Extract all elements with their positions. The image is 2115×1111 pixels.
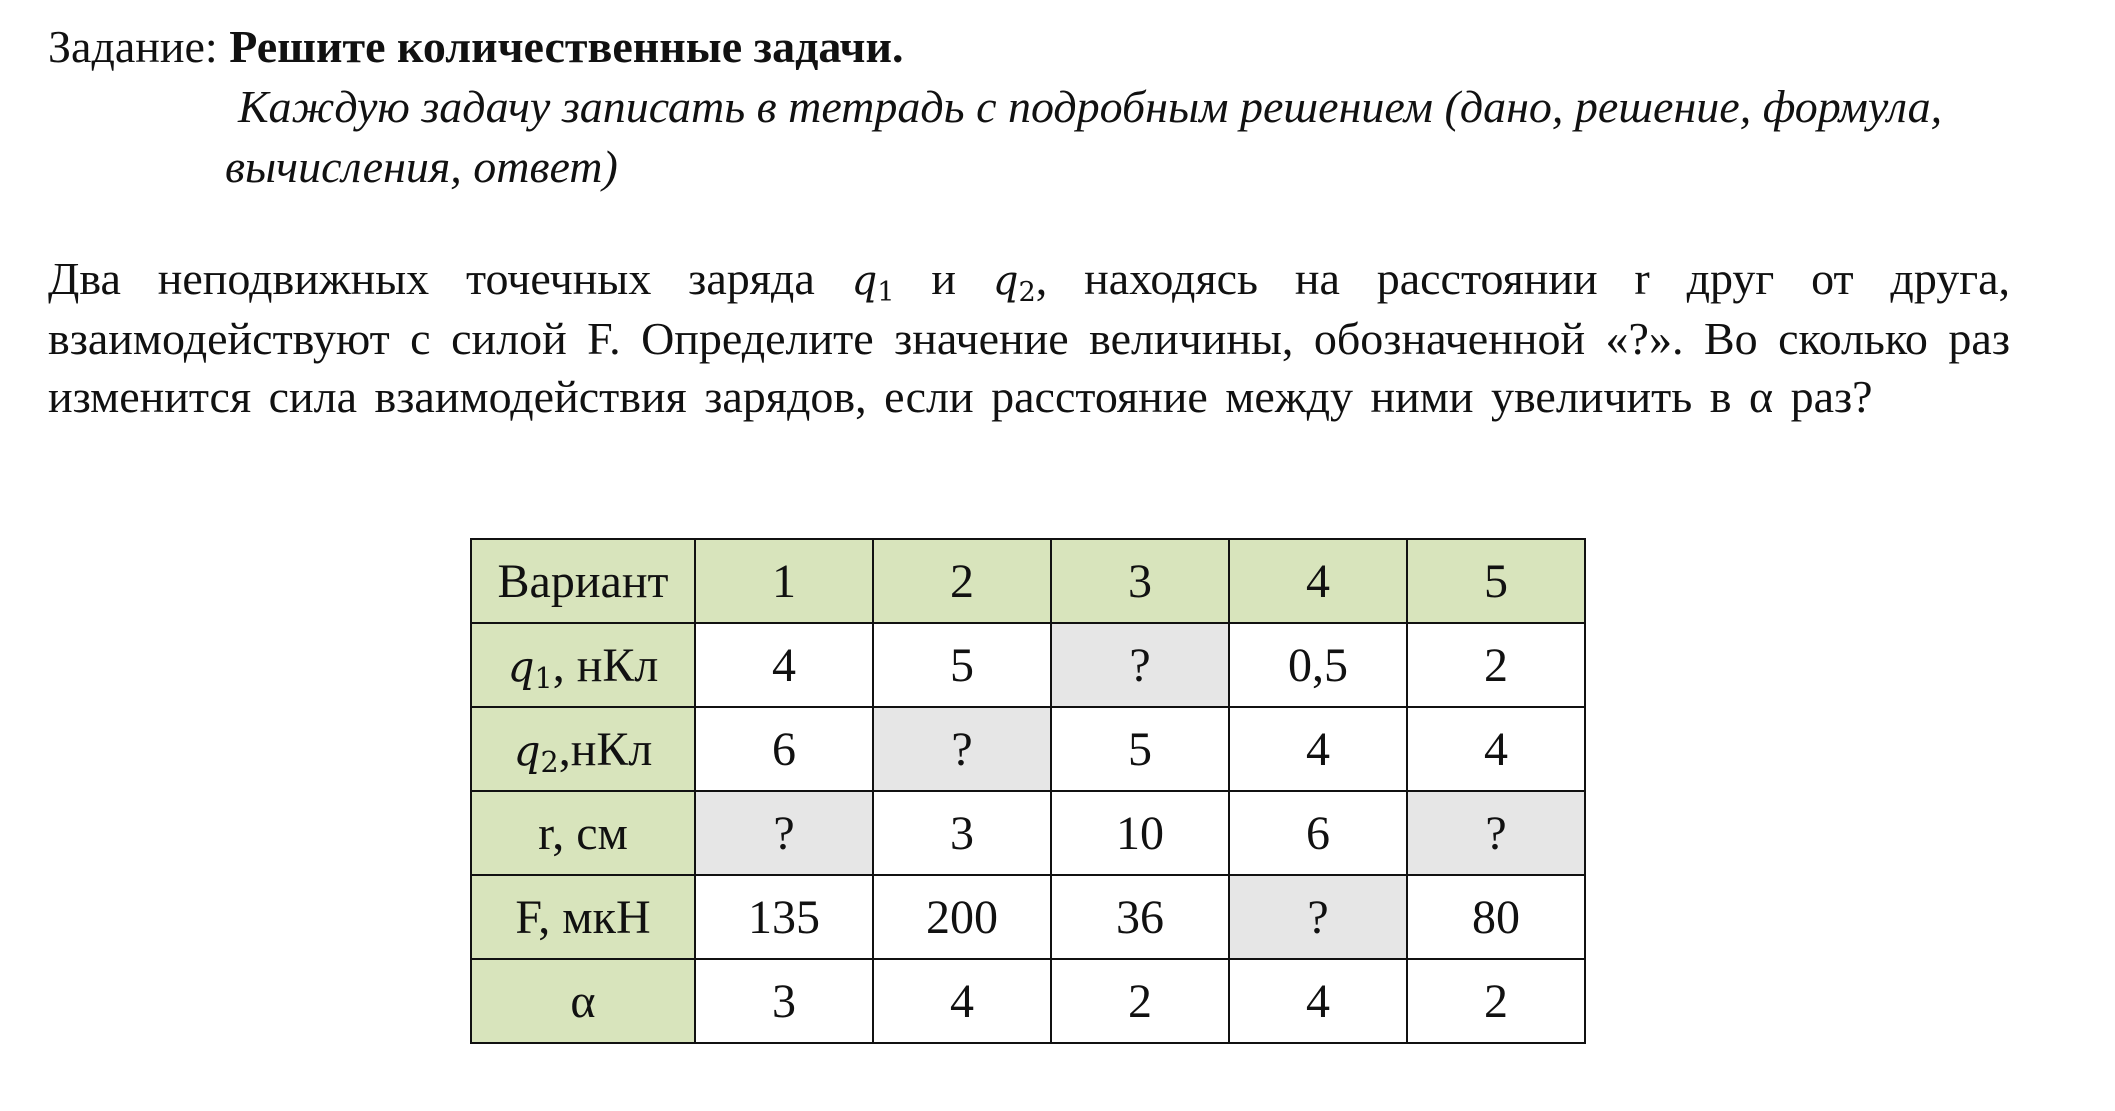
variant-header-cell: 3 — [1051, 539, 1229, 623]
table-cell: 3 — [873, 791, 1051, 875]
table-cell: 4 — [1407, 707, 1585, 791]
table-cell: ? — [1229, 875, 1407, 959]
task-title: Решите количественные задачи. — [229, 21, 904, 72]
row-label-alpha: α — [471, 959, 695, 1043]
table-cell: 36 — [1051, 875, 1229, 959]
table-cell: 5 — [873, 623, 1051, 707]
table-row-q2 — [471, 707, 1585, 791]
problem-statement — [48, 250, 2010, 426]
table-cell: 200 — [873, 875, 1051, 959]
table-row-f — [471, 875, 1585, 959]
table-cell: 4 — [1229, 707, 1407, 791]
q2-symbol: $q_2$ — [992, 258, 1036, 308]
table-cell: 2 — [1051, 959, 1229, 1043]
table-header-row — [471, 539, 1585, 623]
table-cell: 3 — [695, 959, 873, 1043]
table-cell: 6 — [695, 707, 873, 791]
variant-header-cell: 1 — [695, 539, 873, 623]
variant-header-cell: 4 — [1229, 539, 1407, 623]
table-cell: 4 — [695, 623, 873, 707]
q1-symbol: $q_1$ — [851, 258, 895, 308]
variants-table — [470, 538, 1586, 1044]
header-label-cell: Вариант — [471, 539, 695, 623]
problem-and-word: и — [931, 253, 956, 304]
table-cell: 135 — [695, 875, 873, 959]
task-instructions: Каждую задачу записать в тетрадь с подробным решением (дано, решение, формула, вычисления, ответ) — [225, 81, 1943, 192]
row-label-f: F, мкН — [471, 875, 695, 959]
task-prefix: Задание: — [48, 21, 218, 72]
variant-header-cell: 2 — [873, 539, 1051, 623]
table-cell: 2 — [1407, 959, 1585, 1043]
variant-header-cell: 5 — [1407, 539, 1585, 623]
problem-text-part2: , находясь на расстоянии r друг от друга, взаимодействуют с силой F. Определите значение величины, обозначенной «?». Во сколько раз изменится сила взаимодействия зарядов, если расстояние между ними увеличить в α раз? — [48, 253, 2011, 422]
table-cell: 4 — [873, 959, 1051, 1043]
table-cell: ? — [695, 791, 873, 875]
table-cell: 10 — [1051, 791, 1229, 875]
table-cell: 5 — [1051, 707, 1229, 791]
row-label-q2: $q_2,нКл$ — [471, 707, 695, 791]
row-label-r: r, см — [471, 791, 695, 875]
table-row-r — [471, 791, 1585, 875]
table-cell: ? — [1051, 623, 1229, 707]
table-cell: 80 — [1407, 875, 1585, 959]
row-label-q1: $q_1$, нКл — [471, 623, 695, 707]
table-cell: 2 — [1407, 623, 1585, 707]
problem-text-part1: Два неподвижных точечных заряда — [48, 253, 815, 304]
table-cell: 4 — [1229, 959, 1407, 1043]
table-cell: ? — [1407, 791, 1585, 875]
table-cell: 6 — [1229, 791, 1407, 875]
task-heading — [48, 18, 903, 76]
table-row-q1 — [471, 623, 1585, 707]
table-row-alpha — [471, 959, 1585, 1043]
table-cell: 0,5 — [1229, 623, 1407, 707]
table-cell: ? — [873, 707, 1051, 791]
